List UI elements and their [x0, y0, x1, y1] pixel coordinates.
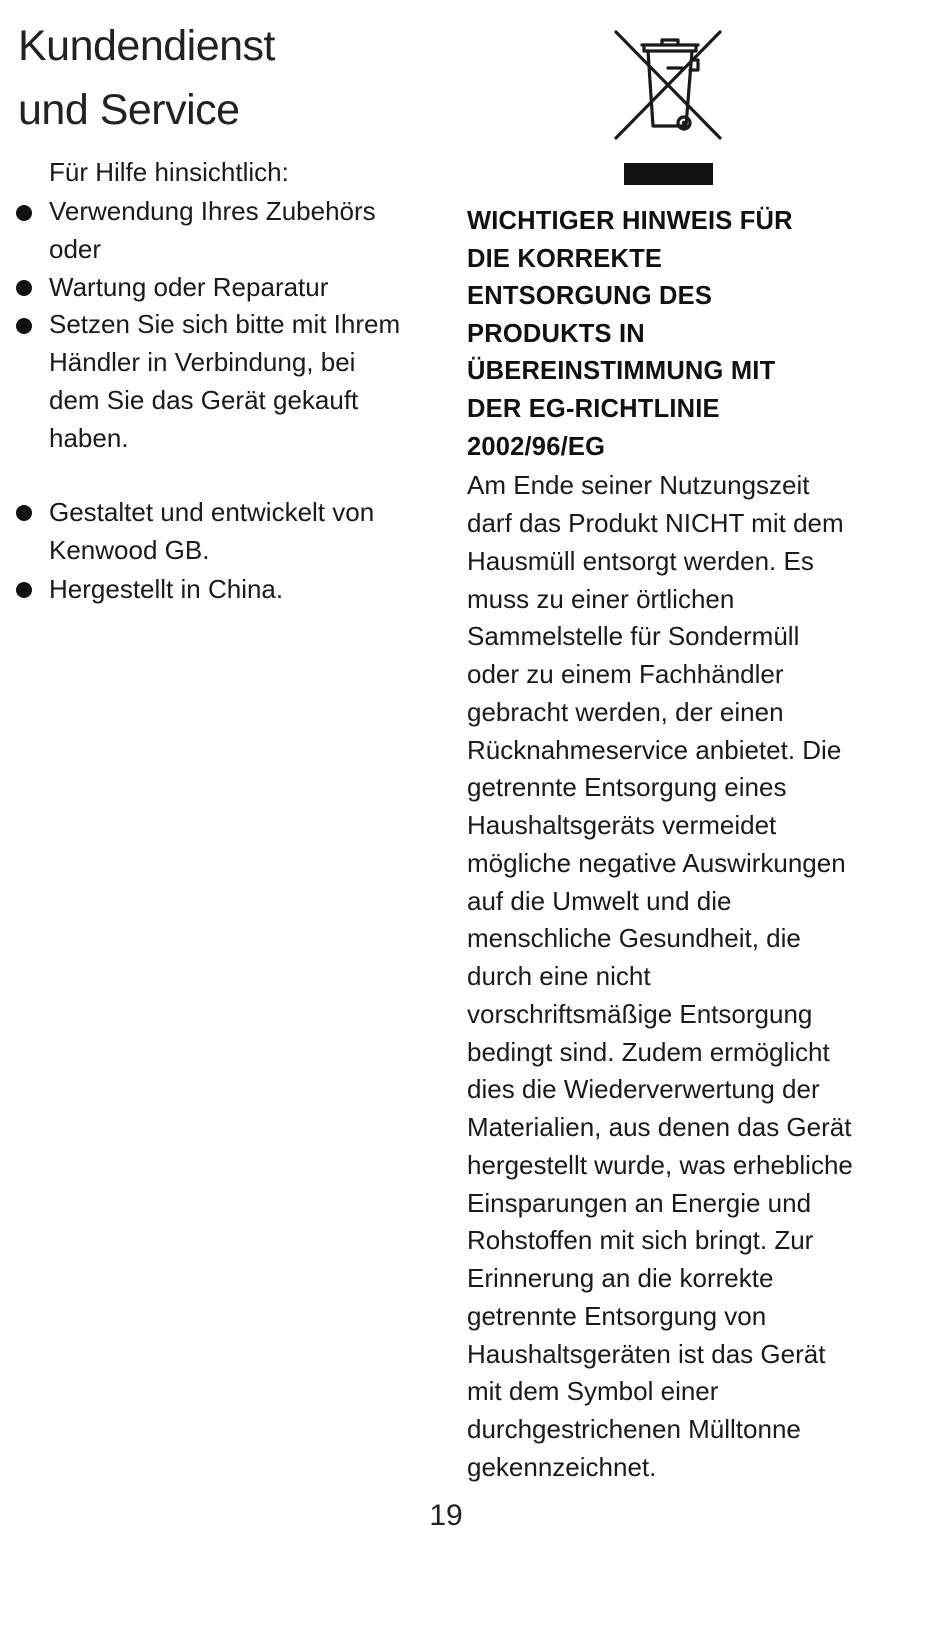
disposal-body-line: auf die Umwelt und die: [467, 886, 732, 916]
bullet-text: Hergestellt in China.: [49, 574, 284, 604]
disposal-heading-line: PRODUKTS IN: [467, 320, 645, 348]
bullet-text: Setzen Sie sich bitte mit Ihrem: [49, 309, 401, 339]
bullet-text: Verwendung Ihres Zubehörs: [49, 196, 376, 226]
service-intro: Für Hilfe hinsichtlich:: [49, 157, 289, 187]
weee-bar: [624, 163, 713, 185]
disposal-body-line: darf das Produkt NICHT mit dem: [467, 508, 844, 538]
disposal-body-line: gekennzeichnet.: [467, 1452, 657, 1482]
disposal-body-line: oder zu einem Fachhändler: [467, 659, 784, 689]
disposal-body-line: vorschriftsmäßige Entsorgung: [467, 999, 813, 1029]
disposal-heading-line: 2002/96/EG: [467, 433, 606, 461]
disposal-body-line: mögliche negative Auswirkungen: [467, 848, 846, 878]
bullet-icon: [16, 318, 32, 334]
disposal-body-line: Am Ende seiner Nutzungszeit: [467, 470, 810, 500]
disposal-body-line: menschliche Gesundheit, die: [467, 923, 801, 953]
disposal-body-line: bedingt sind. Zudem ermöglicht: [467, 1037, 830, 1067]
section-title-line-1: Kundendienst: [18, 22, 275, 70]
bullet-text: Gestaltet und entwickelt von: [49, 497, 375, 527]
disposal-body-line: Haushaltsgeräts vermeidet: [467, 810, 777, 840]
disposal-body-line: gebracht werden, der einen: [467, 697, 784, 727]
disposal-heading-line: DIE KORREKTE: [467, 245, 663, 273]
disposal-body-line: getrennte Entsorgung von: [467, 1301, 767, 1331]
disposal-body-line: mit dem Symbol einer: [467, 1376, 719, 1406]
disposal-heading-line: ÜBEREINSTIMMUNG MIT: [467, 357, 776, 385]
bullet-icon: [16, 505, 32, 521]
bullet-text: Händler in Verbindung, bei: [49, 347, 356, 377]
bullet-icon: [16, 205, 32, 221]
bullet-icon: [16, 582, 32, 598]
disposal-body-line: Erinnerung an die korrekte: [467, 1263, 774, 1293]
disposal-body-line: getrennte Entsorgung eines: [467, 772, 787, 802]
disposal-body-line: Hausmüll entsorgt werden. Es: [467, 546, 814, 576]
crossed-out-wheelie-bin-icon: [608, 26, 728, 146]
page-number: 19: [429, 1499, 463, 1532]
disposal-heading-line: WICHTIGER HINWEIS FÜR: [467, 207, 793, 235]
disposal-body-line: Rohstoffen mit sich bringt. Zur: [467, 1225, 814, 1255]
disposal-body-line: Einsparungen an Energie und: [467, 1188, 812, 1218]
disposal-body-line: durchgestrichenen Mülltonne: [467, 1414, 801, 1444]
bullet-text: dem Sie das Gerät gekauft: [49, 385, 359, 415]
disposal-heading-line: ENTSORGUNG DES: [467, 282, 713, 310]
disposal-body-line: Materialien, aus denen das Gerät: [467, 1112, 852, 1142]
section-title-line-2: und Service: [18, 86, 240, 134]
bullet-text: oder: [49, 234, 102, 264]
disposal-body-line: Rücknahmeservice anbietet. Die: [467, 735, 842, 765]
bullet-text: Kenwood GB.: [49, 535, 210, 565]
disposal-body-line: muss zu einer örtlichen: [467, 584, 735, 614]
bullet-text: Wartung oder Reparatur: [49, 272, 329, 302]
bullet-text: haben.: [49, 423, 129, 453]
disposal-body-line: Haushaltsgeräten ist das Gerät: [467, 1339, 826, 1369]
disposal-body-line: durch eine nicht: [467, 961, 651, 991]
bullet-icon: [16, 280, 32, 296]
disposal-body-line: Sammelstelle für Sondermüll: [467, 621, 800, 651]
disposal-body-line: hergestellt wurde, was erhebliche: [467, 1150, 853, 1180]
disposal-body-line: dies die Wiederverwertung der: [467, 1074, 820, 1104]
disposal-heading-line: DER EG-RICHTLINIE: [467, 395, 720, 423]
